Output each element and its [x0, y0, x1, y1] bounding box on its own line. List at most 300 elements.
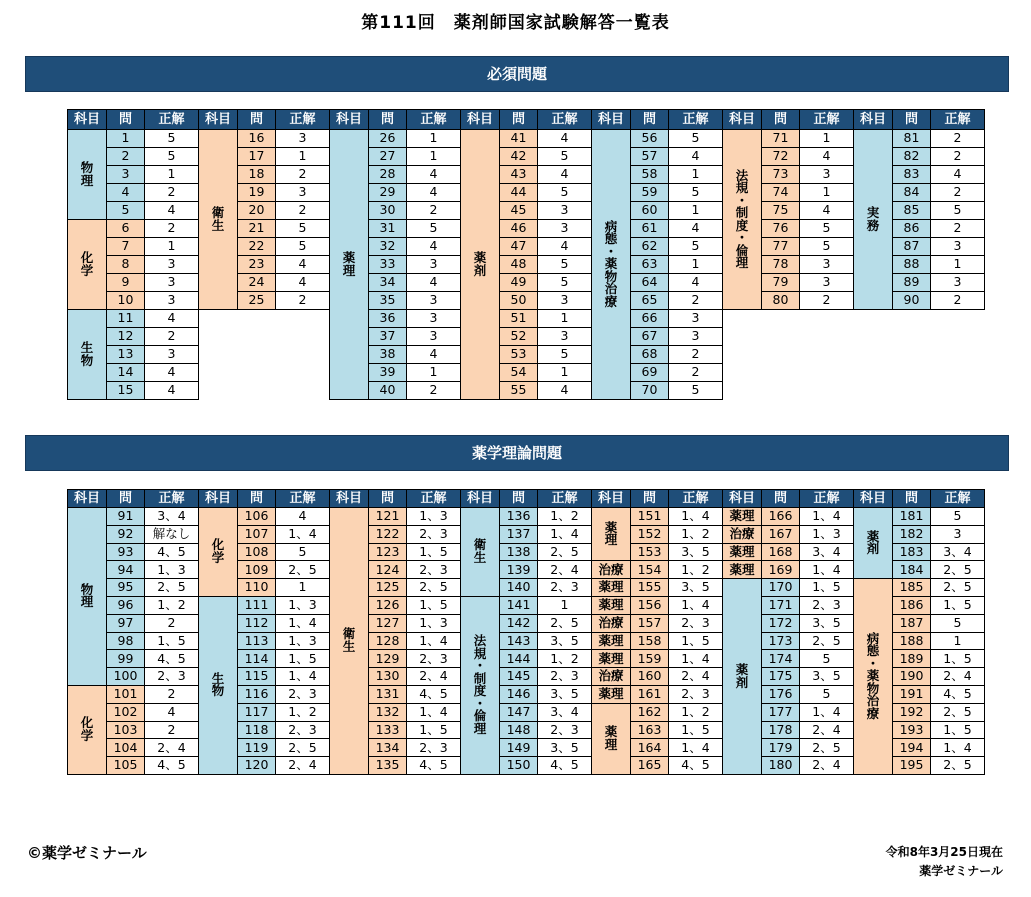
- answer-cell: 3: [145, 256, 199, 274]
- answer-cell: 2: [931, 148, 985, 166]
- subject-cell: 治療: [723, 525, 762, 543]
- subject-label: 薬 理: [342, 250, 356, 278]
- subject-cell: 薬理: [723, 561, 762, 579]
- column-header: 科目: [461, 110, 500, 130]
- answer-cell: 2: [145, 614, 199, 632]
- answer-cell: 2、4: [800, 757, 854, 775]
- question-number: 95: [107, 579, 145, 597]
- question-number: 27: [369, 148, 407, 166]
- answer-cell: 3、5: [800, 614, 854, 632]
- question-number: 41: [500, 130, 538, 148]
- question-number: 69: [631, 364, 669, 382]
- answer-cell: 5: [538, 346, 592, 364]
- question-number: 10: [107, 292, 145, 310]
- question-number: 140: [500, 579, 538, 597]
- subject-cell: 治療: [592, 561, 631, 579]
- answer-cell: 4、5: [538, 757, 592, 775]
- answer-cell: 5: [538, 256, 592, 274]
- question-number: 108: [238, 543, 276, 561]
- answer-cell: 1、3: [800, 525, 854, 543]
- subject-label: 物 理: [80, 160, 94, 188]
- answer-cell: 1: [669, 256, 723, 274]
- answer-cell: 5: [669, 238, 723, 256]
- question-number: 130: [369, 668, 407, 686]
- question-number: 111: [238, 596, 276, 614]
- answer-cell: 4: [669, 148, 723, 166]
- answer-cell: 5: [145, 130, 199, 148]
- question-number: 148: [500, 721, 538, 739]
- question-number: 38: [369, 346, 407, 364]
- answer-cell: 1: [407, 148, 461, 166]
- question-number: 133: [369, 721, 407, 739]
- column-header: 科目: [592, 490, 631, 508]
- question-number: 161: [631, 685, 669, 703]
- column-header: 正解: [669, 110, 723, 130]
- subject-label: 薬 剤: [735, 662, 749, 690]
- answer-cell: 4: [145, 310, 199, 328]
- answer-cell: 4: [407, 274, 461, 292]
- question-number: 12: [107, 328, 145, 346]
- answer-cell: 2、5: [276, 739, 330, 757]
- question-number: 67: [631, 328, 669, 346]
- question-number: 143: [500, 632, 538, 650]
- answer-cell: 2、4: [931, 668, 985, 686]
- question-number: 1: [107, 130, 145, 148]
- column-header: 問: [893, 110, 931, 130]
- question-number: 159: [631, 650, 669, 668]
- column-header: 正解: [931, 490, 985, 508]
- question-number: 182: [893, 525, 931, 543]
- question-number: 82: [893, 148, 931, 166]
- empty-area: [854, 310, 985, 400]
- answer-cell: 4: [145, 382, 199, 400]
- answer-cell: 2、5: [800, 739, 854, 757]
- question-number: 163: [631, 721, 669, 739]
- answer-cell: 2、4: [538, 561, 592, 579]
- question-number: 142: [500, 614, 538, 632]
- answer-cell: 4: [538, 130, 592, 148]
- column-header: 科目: [723, 490, 762, 508]
- answer-cell: 2、4: [669, 668, 723, 686]
- column-header: 正解: [145, 490, 199, 508]
- column-header: 問: [893, 490, 931, 508]
- answer-cell: 1、2: [145, 596, 199, 614]
- answer-cell: 5: [538, 148, 592, 166]
- question-number: 188: [893, 632, 931, 650]
- answer-cell: 5: [276, 220, 330, 238]
- question-number: 124: [369, 561, 407, 579]
- answer-cell: 1、3: [407, 614, 461, 632]
- subject-cell: [592, 130, 631, 400]
- answer-cell: 1: [669, 202, 723, 220]
- question-number: 7: [107, 238, 145, 256]
- column-header: 正解: [538, 490, 592, 508]
- subject-label: 衛 生: [342, 626, 356, 654]
- question-number: 97: [107, 614, 145, 632]
- answer-cell: 4: [145, 364, 199, 382]
- question-number: 90: [893, 292, 931, 310]
- column-header: 問: [369, 110, 407, 130]
- question-number: 134: [369, 739, 407, 757]
- question-number: 13: [107, 346, 145, 364]
- question-number: 115: [238, 668, 276, 686]
- question-number: 137: [500, 525, 538, 543]
- answer-cell: 1、3: [276, 596, 330, 614]
- question-number: 81: [893, 130, 931, 148]
- answer-cell: 5: [669, 382, 723, 400]
- answer-cell: 1: [931, 256, 985, 274]
- column-header: 科目: [461, 490, 500, 508]
- subject-label: 法 規 ・ 制 度 ・ 倫 理: [473, 633, 487, 736]
- question-number: 47: [500, 238, 538, 256]
- column-header: 科目: [68, 490, 107, 508]
- question-number: 36: [369, 310, 407, 328]
- answer-cell: 2: [276, 292, 330, 310]
- question-number: 60: [631, 202, 669, 220]
- answer-cell: 2: [276, 202, 330, 220]
- answer-cell: 4: [276, 508, 330, 526]
- question-number: 100: [107, 668, 145, 686]
- column-header: 問: [107, 490, 145, 508]
- answer-cell: 1、4: [407, 703, 461, 721]
- answer-cell: 1: [538, 596, 592, 614]
- question-number: 46: [500, 220, 538, 238]
- question-number: 39: [369, 364, 407, 382]
- question-number: 30: [369, 202, 407, 220]
- answer-cell: 4: [276, 256, 330, 274]
- question-number: 15: [107, 382, 145, 400]
- answer-cell: 2: [669, 364, 723, 382]
- question-number: 139: [500, 561, 538, 579]
- answer-cell: 4: [145, 202, 199, 220]
- question-number: 191: [893, 685, 931, 703]
- answer-cell: 2、3: [800, 596, 854, 614]
- section-banner-theory: 薬学理論問題: [25, 435, 1009, 471]
- question-number: 4: [107, 184, 145, 202]
- subject-cell: [723, 579, 762, 775]
- answer-cell: 1、3: [276, 632, 330, 650]
- column-header: 科目: [330, 110, 369, 130]
- column-header: 正解: [145, 110, 199, 130]
- table-row: [68, 310, 985, 328]
- answer-cell: 1、5: [276, 650, 330, 668]
- question-number: 138: [500, 543, 538, 561]
- column-header: 正解: [931, 110, 985, 130]
- subject-cell: 治療: [592, 668, 631, 686]
- answer-cell: 1、2: [276, 703, 330, 721]
- subject-cell: [199, 508, 238, 597]
- question-number: 102: [107, 703, 145, 721]
- question-number: 62: [631, 238, 669, 256]
- question-number: 98: [107, 632, 145, 650]
- question-number: 176: [762, 685, 800, 703]
- question-number: 117: [238, 703, 276, 721]
- column-header: 科目: [330, 490, 369, 508]
- column-header: 問: [369, 490, 407, 508]
- section-banner-required: 必須問題: [25, 56, 1009, 92]
- subject-cell: [461, 130, 500, 400]
- answer-cell: 1、4: [669, 650, 723, 668]
- question-number: 92: [107, 525, 145, 543]
- answer-cell: 3: [538, 202, 592, 220]
- question-number: 157: [631, 614, 669, 632]
- subject-cell: 薬理: [723, 508, 762, 526]
- answer-cell: 3: [931, 525, 985, 543]
- subject-cell: [68, 685, 107, 774]
- answer-cell: 1: [538, 310, 592, 328]
- answer-cell: 1: [276, 579, 330, 597]
- answer-cell: 3、5: [538, 632, 592, 650]
- subject-label: 生 物: [211, 670, 225, 699]
- question-number: 136: [500, 508, 538, 526]
- question-number: 149: [500, 739, 538, 757]
- question-number: 116: [238, 685, 276, 703]
- answer-cell: 3: [800, 256, 854, 274]
- question-number: 42: [500, 148, 538, 166]
- question-number: 167: [762, 525, 800, 543]
- question-number: 184: [893, 561, 931, 579]
- answer-cell: 1: [931, 632, 985, 650]
- question-number: 22: [238, 238, 276, 256]
- answer-cell: 2、3: [407, 739, 461, 757]
- answer-cell: 3: [669, 310, 723, 328]
- answer-cell: 4、5: [145, 757, 199, 775]
- subject-cell: 薬理: [592, 685, 631, 703]
- question-number: 21: [238, 220, 276, 238]
- question-number: 73: [762, 166, 800, 184]
- question-number: 37: [369, 328, 407, 346]
- answer-cell: 1、3: [145, 561, 199, 579]
- answer-cell: 4、5: [669, 757, 723, 775]
- answer-cell: 4、5: [407, 685, 461, 703]
- subject-label: 化 学: [80, 715, 94, 743]
- subject-cell: [68, 220, 107, 310]
- answer-cell: 4: [931, 166, 985, 184]
- question-number: 51: [500, 310, 538, 328]
- answer-cell: 5: [276, 238, 330, 256]
- question-number: 17: [238, 148, 276, 166]
- answer-cell: 3: [538, 328, 592, 346]
- column-header: 問: [238, 110, 276, 130]
- answer-cell: 4: [276, 274, 330, 292]
- column-header: 正解: [669, 490, 723, 508]
- question-number: 177: [762, 703, 800, 721]
- question-number: 195: [893, 757, 931, 775]
- answer-cell: 1: [800, 184, 854, 202]
- question-number: 141: [500, 596, 538, 614]
- table-row: [68, 130, 985, 148]
- column-header: 問: [762, 110, 800, 130]
- question-number: 156: [631, 596, 669, 614]
- answer-cell: 4、5: [145, 650, 199, 668]
- column-header: 科目: [199, 490, 238, 508]
- answer-cell: 2、4: [145, 739, 199, 757]
- question-number: 6: [107, 220, 145, 238]
- answer-cell: 1、5: [407, 543, 461, 561]
- question-number: 105: [107, 757, 145, 775]
- answer-cell: 4: [800, 148, 854, 166]
- answer-cell: 3: [276, 184, 330, 202]
- column-header: 正解: [276, 490, 330, 508]
- question-number: 53: [500, 346, 538, 364]
- question-number: 187: [893, 614, 931, 632]
- question-number: 55: [500, 382, 538, 400]
- answer-cell: 3、5: [669, 543, 723, 561]
- question-number: 45: [500, 202, 538, 220]
- answer-cell: 1、3: [407, 508, 461, 526]
- question-number: 162: [631, 703, 669, 721]
- answer-cell: 3、5: [669, 579, 723, 597]
- answer-cell: 1、4: [800, 508, 854, 526]
- answer-cell: 1: [669, 166, 723, 184]
- question-number: 174: [762, 650, 800, 668]
- answer-cell: 1、4: [407, 632, 461, 650]
- answer-cell: 2、3: [407, 525, 461, 543]
- column-header: 科目: [199, 110, 238, 130]
- answer-cell: 3、4: [145, 508, 199, 526]
- question-number: 160: [631, 668, 669, 686]
- question-number: 50: [500, 292, 538, 310]
- answer-cell: 1、5: [407, 596, 461, 614]
- question-number: 101: [107, 685, 145, 703]
- answer-cell: 1: [276, 148, 330, 166]
- column-header: 科目: [854, 110, 893, 130]
- question-number: 35: [369, 292, 407, 310]
- publisher-name: 薬学ゼミナール: [919, 863, 1003, 878]
- question-number: 155: [631, 579, 669, 597]
- question-number: 121: [369, 508, 407, 526]
- question-number: 43: [500, 166, 538, 184]
- question-number: 178: [762, 721, 800, 739]
- answer-cell: 4: [145, 703, 199, 721]
- question-number: 77: [762, 238, 800, 256]
- answer-cell: 1、4: [538, 525, 592, 543]
- question-number: 83: [893, 166, 931, 184]
- answer-cell: 5: [276, 543, 330, 561]
- question-number: 52: [500, 328, 538, 346]
- answer-cell: 4、5: [931, 685, 985, 703]
- question-number: 32: [369, 238, 407, 256]
- question-number: 40: [369, 382, 407, 400]
- answer-cell: 2、4: [276, 757, 330, 775]
- answer-cell: 3: [407, 328, 461, 346]
- answer-cell: 1: [145, 238, 199, 256]
- answer-cell: 2、5: [931, 703, 985, 721]
- question-number: 168: [762, 543, 800, 561]
- subject-label: 薬 剤: [866, 528, 880, 557]
- answer-cell: 2、3: [669, 685, 723, 703]
- answer-cell: 2、4: [800, 721, 854, 739]
- answer-cell: 5: [145, 148, 199, 166]
- question-number: 150: [500, 757, 538, 775]
- answer-cell: 2: [145, 184, 199, 202]
- answer-cell: 1、2: [669, 703, 723, 721]
- column-header: 科目: [68, 110, 107, 130]
- answer-cell: 2、5: [931, 757, 985, 775]
- column-header: 正解: [407, 110, 461, 130]
- answer-cell: 3: [145, 292, 199, 310]
- subject-label: 法 規 ・ 制 度 ・ 倫 理: [735, 167, 749, 270]
- question-number: 183: [893, 543, 931, 561]
- answer-cell: 4: [538, 382, 592, 400]
- column-header: 問: [762, 490, 800, 508]
- answer-cell: 1、5: [407, 721, 461, 739]
- question-number: 179: [762, 739, 800, 757]
- answer-cell: 2、5: [800, 632, 854, 650]
- answer-cell: 3: [538, 292, 592, 310]
- question-number: 26: [369, 130, 407, 148]
- question-number: 190: [893, 668, 931, 686]
- question-number: 123: [369, 543, 407, 561]
- answer-cell: 2、5: [931, 579, 985, 597]
- question-number: 94: [107, 561, 145, 579]
- question-number: 9: [107, 274, 145, 292]
- question-number: 145: [500, 668, 538, 686]
- empty-area: [199, 310, 330, 400]
- page-title: 第111回 薬剤師国家試験解答一覧表: [361, 13, 670, 33]
- subject-cell: 薬理: [592, 650, 631, 668]
- answer-cell: 5: [538, 184, 592, 202]
- column-header: 科目: [592, 110, 631, 130]
- answer-cell: 1、2: [669, 525, 723, 543]
- question-number: 172: [762, 614, 800, 632]
- question-number: 34: [369, 274, 407, 292]
- answer-cell: 2: [669, 346, 723, 364]
- answer-cell: 3: [800, 166, 854, 184]
- question-number: 171: [762, 596, 800, 614]
- question-number: 135: [369, 757, 407, 775]
- answer-cell: 1、4: [276, 668, 330, 686]
- question-number: 175: [762, 668, 800, 686]
- question-number: 127: [369, 614, 407, 632]
- subject-label: 薬 剤: [473, 250, 487, 278]
- answer-cell: 2、3: [276, 685, 330, 703]
- question-number: 89: [893, 274, 931, 292]
- question-number: 151: [631, 508, 669, 526]
- subject-cell: [592, 508, 631, 561]
- answer-cell: 2: [276, 166, 330, 184]
- answer-cell: 3、5: [538, 685, 592, 703]
- answer-cell: 1、5: [931, 650, 985, 668]
- answer-cell: 5: [669, 184, 723, 202]
- answer-cell: 4: [669, 220, 723, 238]
- question-number: 72: [762, 148, 800, 166]
- answer-cell: 5: [669, 130, 723, 148]
- subject-cell: [330, 508, 369, 775]
- answer-cell: 1、5: [800, 579, 854, 597]
- subject-cell: [854, 508, 893, 579]
- question-number: 158: [631, 632, 669, 650]
- subject-label: 薬 理: [604, 724, 618, 752]
- column-header: 科目: [723, 110, 762, 130]
- column-header: 科目: [854, 490, 893, 508]
- question-number: 166: [762, 508, 800, 526]
- subject-cell: 薬理: [592, 596, 631, 614]
- subject-label: 生 物: [80, 340, 94, 368]
- column-header: 正解: [276, 110, 330, 130]
- question-number: 23: [238, 256, 276, 274]
- answer-cell: 3、5: [538, 739, 592, 757]
- answer-cell: 1、5: [669, 632, 723, 650]
- question-number: 185: [893, 579, 931, 597]
- column-header: 正解: [800, 110, 854, 130]
- question-number: 164: [631, 739, 669, 757]
- answer-cell: 2: [931, 184, 985, 202]
- question-number: 165: [631, 757, 669, 775]
- answer-cell: 4: [407, 166, 461, 184]
- column-header: 正解: [538, 110, 592, 130]
- answer-cell: 1、2: [538, 650, 592, 668]
